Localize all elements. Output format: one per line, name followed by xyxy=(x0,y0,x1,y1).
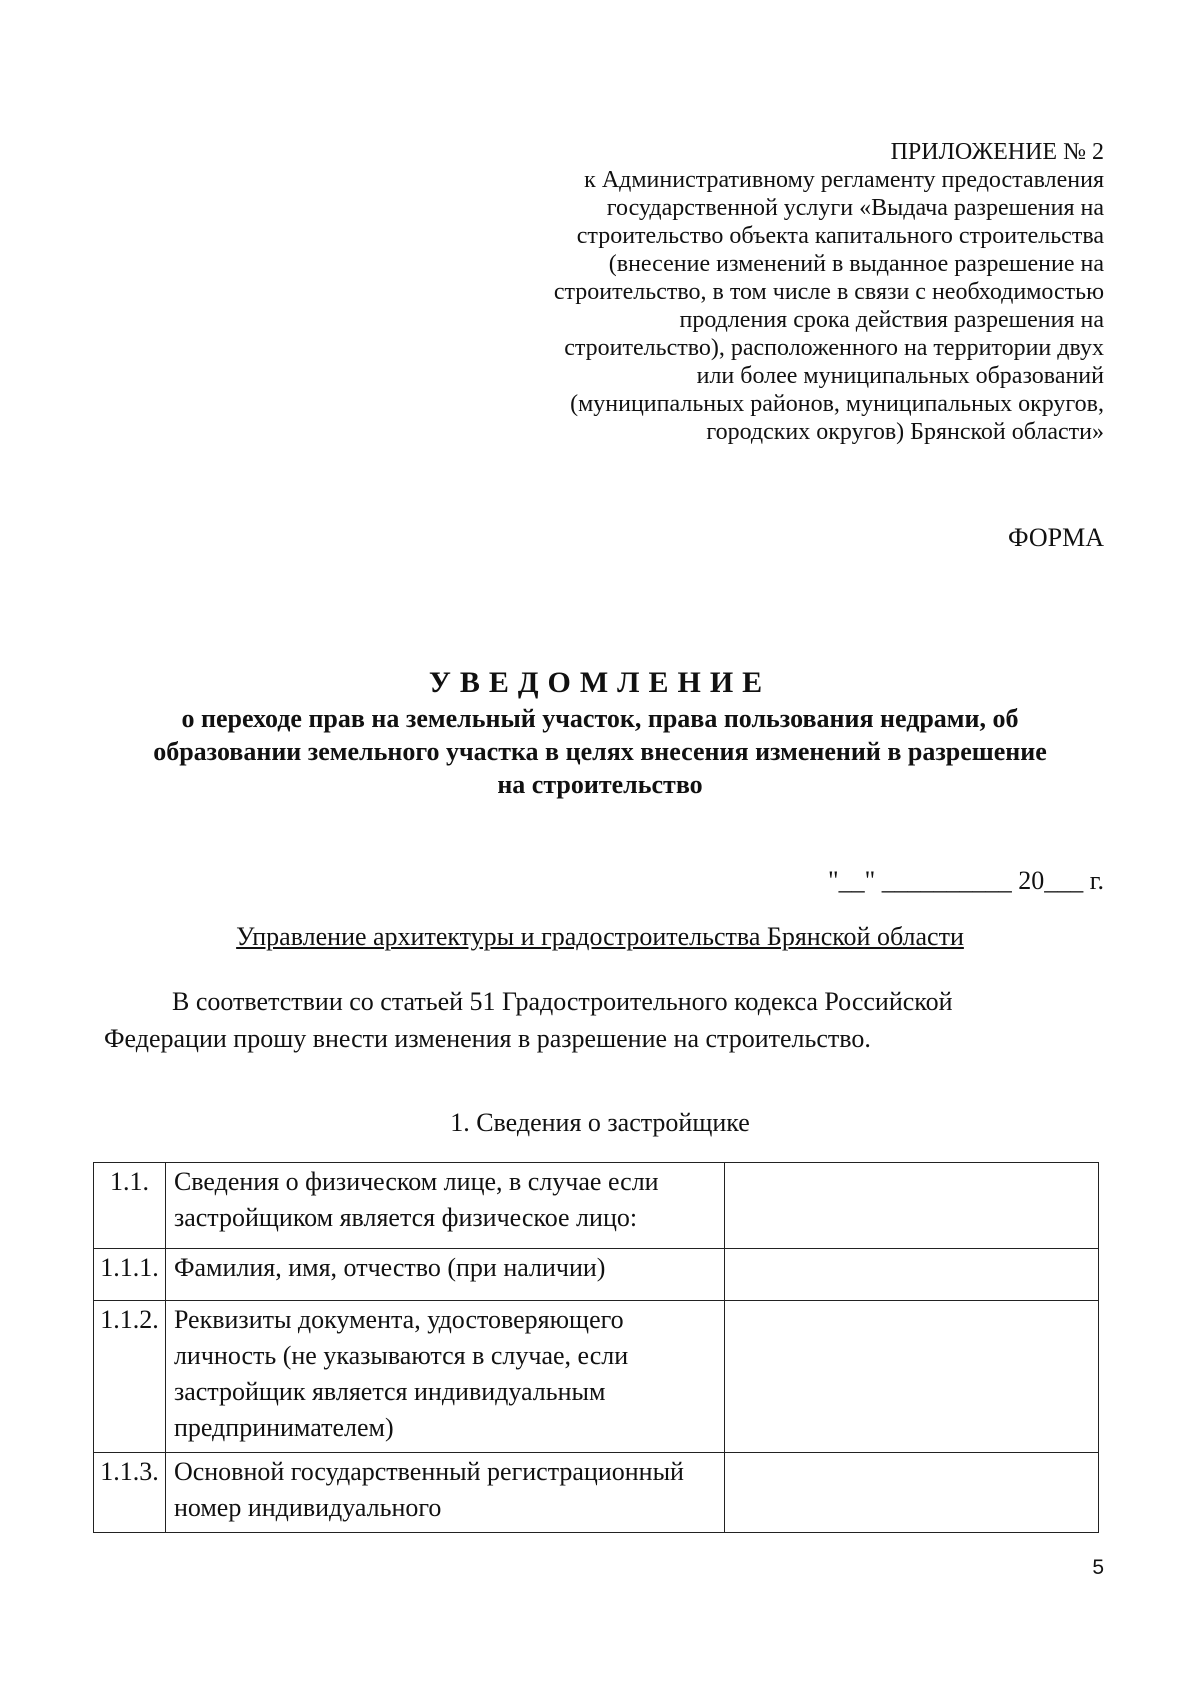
row-label: Основной государственный регистрационный номер индивидуального xyxy=(165,1453,724,1533)
paragraph-line: В соответствии со статьей 51 Градостроительного кодекса Российской xyxy=(172,987,953,1016)
authority-name-text: Управление архитектуры и градостроительства Брянской области xyxy=(236,922,964,951)
appendix-line: (муниципальных районов, муниципальных округов, xyxy=(570,391,1104,417)
section-title: 1. Сведения о застройщике xyxy=(450,1108,750,1137)
document-subtitle xyxy=(100,702,1100,801)
table-row xyxy=(94,1249,1099,1301)
appendix-header xyxy=(484,138,1104,446)
subtitle-line: о переходе прав на земельный участок, права пользования недрами, об xyxy=(181,704,1019,733)
appendix-line: к Административному регламенту предоставления xyxy=(584,167,1104,193)
appendix-line: продления срока действия разрешения на xyxy=(679,307,1104,333)
row-value-cell[interactable] xyxy=(724,1163,1098,1249)
request-paragraph xyxy=(104,983,1104,1057)
row-number: 1.1.3. xyxy=(94,1453,166,1533)
table-row xyxy=(94,1301,1099,1453)
appendix-line: городских округов) Брянской области» xyxy=(706,419,1104,445)
row-number: 1.1. xyxy=(94,1163,166,1249)
paragraph-line: Федерации прошу внести изменения в разрешение на строительство. xyxy=(104,1024,871,1053)
row-label: Сведения о физическом лице, в случае если застройщиком является физическое лицо: xyxy=(165,1163,724,1249)
appendix-line: строительство, в том числе в связи с необходимостью xyxy=(553,279,1104,305)
row-number: 1.1.1. xyxy=(94,1249,166,1301)
row-number: 1.1.2. xyxy=(94,1301,166,1453)
subtitle-line: на строительство xyxy=(497,770,703,799)
row-value-cell[interactable] xyxy=(724,1249,1098,1301)
row-label: Фамилия, имя, отчество (при наличии) xyxy=(165,1249,724,1301)
appendix-line: строительство объекта капитального строительства xyxy=(576,223,1104,249)
form-label: ФОРМА xyxy=(1008,523,1104,552)
authority-name xyxy=(0,922,1200,952)
table-row xyxy=(94,1163,1099,1249)
appendix-title: ПРИЛОЖЕНИЕ № 2 xyxy=(890,139,1104,165)
row-value-cell[interactable] xyxy=(724,1301,1098,1453)
subtitle-line: образовании земельного участка в целях внесения изменений в разрешение xyxy=(153,737,1047,766)
page-number: 5 xyxy=(1092,1556,1104,1579)
appendix-line: (внесение изменений в выданное разрешение на xyxy=(608,251,1104,277)
table-row xyxy=(94,1453,1099,1533)
developer-info-table xyxy=(93,1162,1099,1533)
row-value-cell[interactable] xyxy=(724,1453,1098,1533)
row-label: Реквизиты документа, удостоверяющего личность (не указываются в случае, если застройщик является индивидуальным предпринимателем) xyxy=(165,1301,724,1453)
document-title: УВЕДОМЛЕНИЕ xyxy=(428,666,772,699)
date-field: "__" __________ 20___ г. xyxy=(828,866,1104,895)
appendix-line: государственной услуги «Выдача разрешения на xyxy=(606,195,1104,221)
appendix-line: строительство), расположенного на территории двух xyxy=(564,335,1104,361)
appendix-line: или более муниципальных образований xyxy=(696,363,1104,389)
